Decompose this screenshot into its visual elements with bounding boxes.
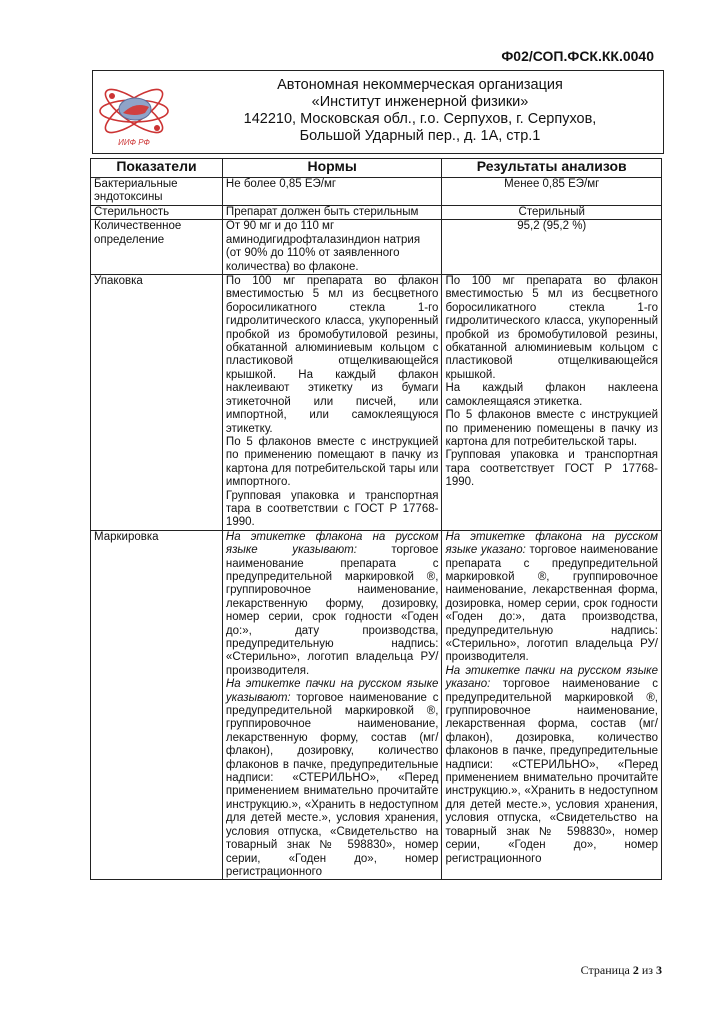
header-indicator: Показатели (91, 159, 223, 178)
indicator-cell: Маркировка (91, 530, 223, 880)
norm-cell: От 90 мг и до 110 мг аминодигидрофталазиндион натрия (от 90% до 110% от заявленного количества) во флаконе. (222, 220, 442, 275)
result-paragraph: Групповая упаковка и транспортная тара соответствует ГОСТ Р 17768-1990. (445, 449, 658, 489)
header-result: Результаты анализов (442, 159, 662, 178)
result-paragraph: По 100 мг препарата во флакон вместимостью 5 мл из бесцветного боросиликатного стекла 1-го гидролитического класса, укупоренный пробкой из бромобутиловой резины, обкатанной алюминиевым кольцом с пластиковой отщелкивающейся крышкой. (445, 275, 658, 381)
result-cell: Стерильный (442, 206, 662, 220)
logo-lettering: ИИФ РФ (118, 138, 150, 147)
document-code: Ф02/СОП.ФСК.КК.0040 (501, 48, 654, 64)
result-cell: Менее 0,85 ЕЭ/мг (442, 178, 662, 206)
norm-paragraph: Групповая упаковка и транспортная тара в соответствии с ГОСТ Р 17768-1990. (225, 489, 439, 529)
norm-paragraph (226, 531, 439, 678)
page-total: 3 (656, 963, 662, 977)
norm-pack-text: торговое наименование с предупредительной маркировкой ®, группировочное наименование, лекарственную форму, состав (мг/флакон), дозировку, количество флаконов в пачке, предупредительные надписи: «СТЕРИЛЬНО», «Перед применением внимательно прочитайте инструкцию.», «Хранить в недоступном для детей месте.», условия хранения, условия отпуска, «Свидетельство на товарный знак № 598830», номер серии, «Годен до», номер регистрационного (225, 691, 439, 878)
indicator-cell: Количественное определение (91, 220, 223, 275)
table-row (91, 206, 662, 220)
norm-cell (222, 530, 442, 880)
table-row (91, 275, 662, 531)
norm-cell: Препарат должен быть стерильным (222, 206, 442, 220)
norm-pack-intro: На этикетке пачки на русском языке указывают: (225, 678, 439, 704)
result-vial-text: торговое наименование препарата с предупредительной маркировкой ®, группировочное наименование, лекарственная форма, дозировка, номер серии, срок годности «Годен до:», дата производства, предупредительную надпись: «Стерильно», логотип владельца РУ/производителя. (445, 544, 659, 664)
indicator-cell: Упаковка (91, 275, 223, 531)
institute-logo (93, 71, 175, 153)
result-paragraph (445, 665, 658, 866)
result-cell (442, 275, 662, 531)
result-vial-intro: На этикетке флакона на русском языке указано: (445, 530, 658, 557)
norm-vial-intro: На этикетке флакона на русском языке указывают: (225, 530, 439, 557)
norm-paragraph (226, 678, 439, 879)
table-row (91, 220, 662, 275)
norm-cell (222, 275, 442, 531)
result-paragraph: На каждый флакон наклеена самоклеящаяся этикетка. (445, 382, 658, 408)
page-prefix: Страница (580, 963, 633, 977)
result-paragraph (445, 531, 658, 665)
org-line-2: «Институт инженерной физики» (311, 94, 529, 110)
org-line-4: Большой Ударный пер., д. 1А, стр.1 (299, 128, 541, 144)
result-cell: 95,2 (95,2 %) (442, 220, 662, 275)
norm-vial-text: торговое наименование препарата с предупредительной маркировкой ®, группировочное наименование, лекарственную форму, дозировку, номер серии, срок годности «Годен до:», дату производства, предупредительную надпись: «Стерильно», логотип владельца РУ/производителя. (225, 544, 439, 677)
analysis-table (90, 158, 662, 880)
result-paragraph: По 5 флаконов вместе с инструкцией по применению помещены в пачку из картона для потребительской тары. (445, 409, 658, 448)
result-pack-intro: На этикетке пачки на русском языке указано: (445, 664, 658, 691)
result-pack-text: торговое наименование с предупредительной маркировкой ®, группировочное наименование, лекарственная форма, состав (мг/флакон), дозировка, количество флаконов в пачке, предупредительные надписи: «СТЕРИЛЬНО», «Перед применением внимательно прочитайте инструкцию.», «Хранить в недоступном для детей месте.», условия хранения, условия отпуска, «Свидетельство на товарный знак № 598830», номер серии, «Годен до», номер регистрационного (445, 678, 658, 865)
indicator-cell: Стерильность (91, 206, 223, 220)
table-header-row (91, 159, 662, 178)
organization-info (183, 77, 657, 145)
page-number (581, 963, 662, 978)
page-middle: из (638, 963, 656, 977)
result-cell (442, 530, 662, 880)
org-line-1: Автономная некоммерческая организация (277, 77, 563, 93)
norm-cell: Не более 0,85 ЕЭ/мг (222, 178, 442, 206)
table-row (91, 530, 662, 880)
header-norm: Нормы (222, 159, 442, 178)
norm-paragraph: По 100 мг препарата во флакон вместимостью 5 мл из бесцветного боросиликатного стекла 1-го гидролитического класса, укупоренный пробкой из бромобутиловой резины, обкатанной алюминиевым кольцом с пластиковой отщелкивающейся крышкой. На каждый флакон наклеивают этикетку из бумаги этикеточной или писчей, или импортной, или самоклеящуюся этикетку. (225, 275, 439, 435)
organization-header (92, 70, 664, 154)
table-row (91, 178, 662, 206)
org-line-3: 142210, Московская обл., г.о. Серпухов, г. Серпухов, (243, 111, 597, 127)
norm-paragraph: По 5 флаконов вместе с инструкцией по применению помещают в пачку из картона для потребительской тары или импортного. (225, 435, 439, 489)
page-current: 2 (632, 963, 639, 977)
indicator-cell: Бактериальные эндотоксины (91, 178, 223, 206)
